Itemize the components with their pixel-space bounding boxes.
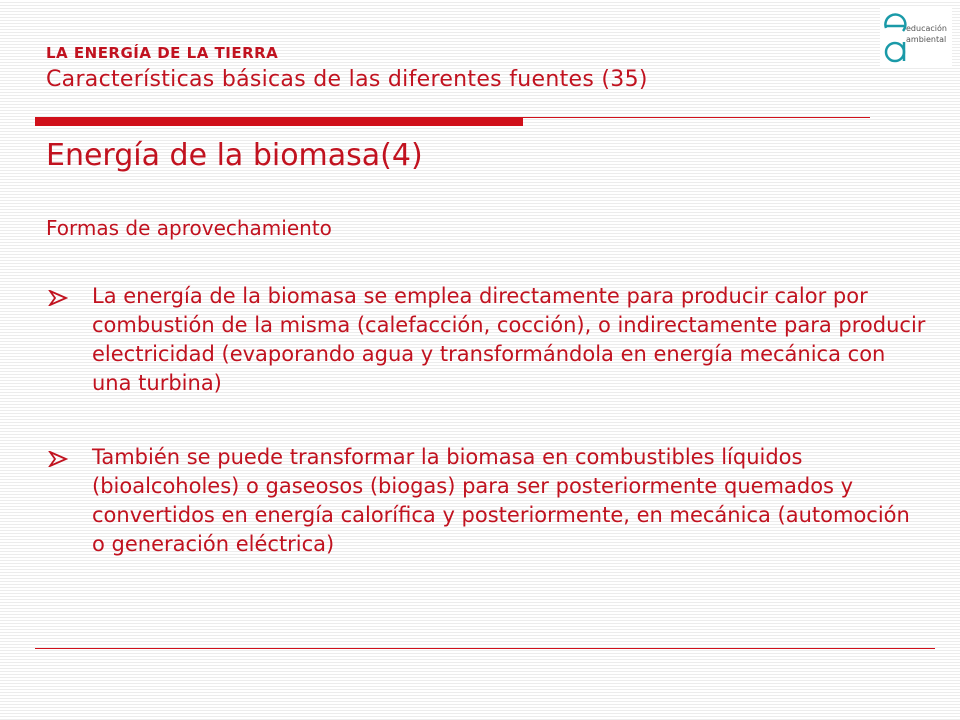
arrow-bullet-icon (48, 451, 68, 467)
logo-line2: ambiental (906, 35, 947, 44)
bullet-item (46, 443, 926, 559)
logo-line1: educación (906, 24, 947, 33)
header-rule-thick (35, 117, 523, 126)
header-rule-thin (523, 117, 870, 118)
footer-rule (35, 648, 935, 649)
logo (880, 8, 952, 68)
header-subtitle: Características básicas de las diferentes fuentes (35) (46, 67, 648, 92)
section-subtitle: Formas de aprovechamiento (46, 216, 332, 240)
bullet-text: La energía de la biomasa se emplea directamente para producir calor por combustión de la misma (calefacción, cocción), o indirectamente para producir electricidad (evaporando agua y transformándola en energía mecánica con una turbina) (92, 284, 926, 395)
section-title: Energía de la biomasa(4) (46, 138, 423, 173)
arrow-bullet-icon (48, 290, 68, 306)
bullet-item (46, 282, 926, 398)
bullet-list (46, 282, 926, 559)
bullet-text: También se puede transformar la biomasa en combustibles líquidos (bioalcoholes) o gaseosos (biogas) para ser posteriormente quemados y convertidos en energía calorífica y posteriormente, en mecánica (automoción o generación eléctrica) (92, 445, 910, 556)
header-kicker: LA ENERGÍA DE LA TIERRA (46, 44, 279, 62)
